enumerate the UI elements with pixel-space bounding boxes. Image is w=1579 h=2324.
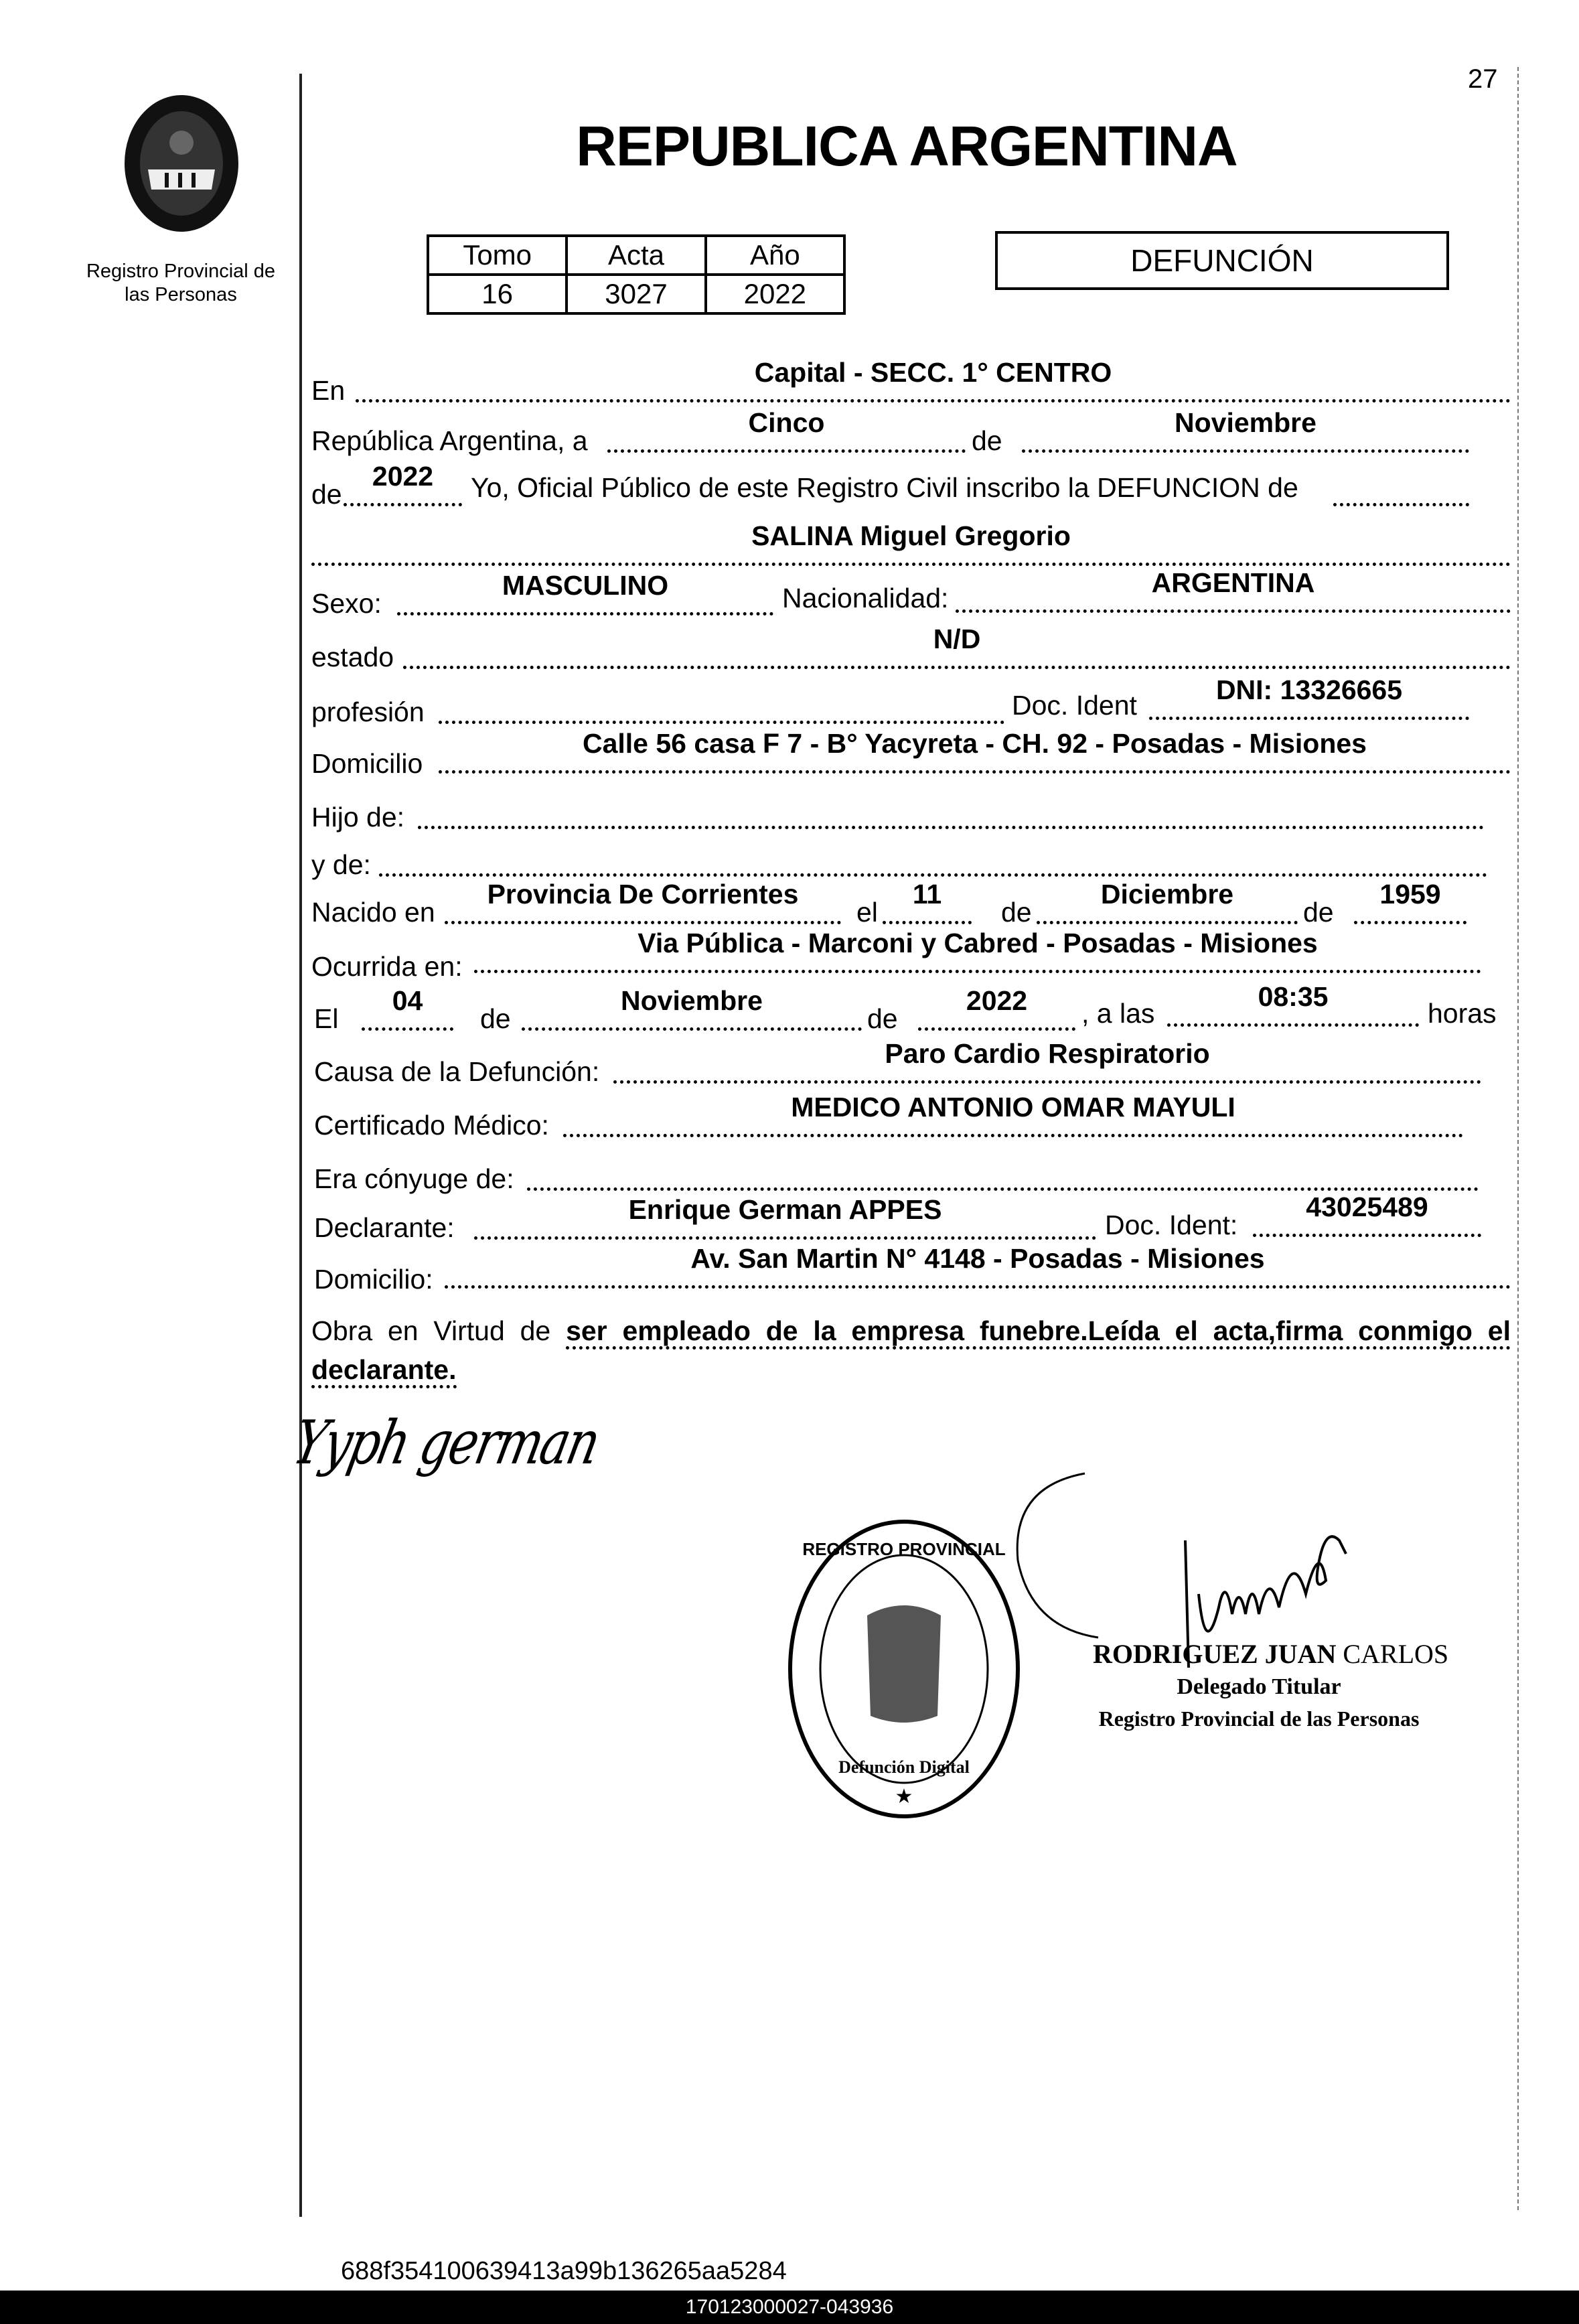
footer-code: 170123000027-043936 — [685, 2296, 894, 2318]
registry-caption-line: Registro Provincial de — [86, 261, 276, 282]
muerte-mes-field: Noviembre — [522, 986, 862, 1031]
footer-bar — [0, 2291, 1579, 2324]
left-margin-line — [299, 74, 302, 2217]
inscribo-text: Yo, Oficial Público de este Registro Civil inscribo la DEFUNCION de — [471, 472, 1298, 503]
decl-doc-label: Doc. Ident: — [1105, 1210, 1238, 1240]
deceased-name-field: SALINA Miguel Gregorio — [311, 521, 1511, 566]
record-table — [427, 234, 846, 315]
y-de-label: y de: — [311, 849, 371, 880]
profesion-field — [439, 679, 1004, 724]
registry-caption — [74, 260, 288, 307]
record-value-row — [428, 275, 844, 313]
causa-field: Paro Cardio Respiratorio — [613, 1039, 1481, 1084]
official-role: Delegado Titular — [1177, 1674, 1341, 1699]
en-label: En — [311, 375, 346, 406]
causa-label: Causa de la Defunción: — [314, 1056, 600, 1087]
profesion-label: profesión — [311, 697, 425, 727]
muerte-dia-field: 04 — [362, 986, 453, 1031]
y-de-field — [379, 832, 1487, 877]
a-las-label: , a las — [1081, 998, 1155, 1029]
value-tomo: 16 — [428, 275, 567, 313]
domicilio-label: Domicilio — [311, 748, 423, 779]
doc-ident-field: DNI: 13326665 — [1149, 675, 1469, 720]
document-type-box: DEFUNCIÓN — [995, 231, 1449, 290]
ocurrida-field: Via Pública - Marconi y Cabred - Posadas - Misiones — [474, 928, 1481, 973]
muerte-anio-field: 2022 — [918, 986, 1075, 1031]
ocurrida-label: Ocurrida en: — [311, 951, 463, 982]
de-label: de — [480, 1003, 511, 1034]
nacido-dia-field: 11 — [883, 879, 972, 924]
hijo-field — [418, 784, 1484, 829]
conyuge-field — [527, 1146, 1479, 1191]
record-header-row — [428, 236, 844, 275]
de-label: de — [1001, 897, 1032, 928]
official-stamp — [783, 1515, 1025, 1823]
page-number: 27 — [1468, 64, 1498, 94]
muerte-hora-field: 08:35 — [1167, 982, 1419, 1027]
certificado-label: Certificado Médico: — [314, 1110, 549, 1141]
document-hash: 688f354100639413a99b136265aa5284 — [341, 2257, 787, 2285]
nacido-anio-field: 1959 — [1354, 879, 1467, 924]
nacionalidad-field: ARGENTINA — [956, 568, 1511, 613]
obra-label: Obra en Virtud de — [311, 1315, 551, 1346]
en-field: Capital - SECC. 1° CENTRO — [356, 358, 1511, 403]
registry-caption-line: las Personas — [125, 284, 237, 305]
el-label: el — [856, 897, 878, 928]
sexo-field: MASCULINO — [397, 571, 773, 615]
nacido-label: Nacido en — [311, 897, 435, 928]
decl-domicilio-label: Domicilio: — [314, 1264, 433, 1295]
month-field: Noviembre — [1022, 408, 1469, 453]
de-label: de — [1303, 897, 1334, 928]
de-label: de — [867, 1003, 898, 1034]
svg-text:★: ★ — [895, 1786, 913, 1808]
certificado-field: MEDICO ANTONIO OMAR MAYULI — [563, 1092, 1463, 1137]
declarante-field: Enrique German APPES — [474, 1195, 1096, 1240]
year-field: 2022 — [344, 461, 462, 506]
svg-text:REGISTRO PROVINCIAL: REGISTRO PROVINCIAL — [802, 1539, 1006, 1559]
day-field: Cinco — [607, 408, 966, 453]
nacionalidad-label: Nacionalidad: — [782, 583, 949, 613]
estado-field: N/D — [403, 624, 1511, 669]
domicilio-field: Calle 56 casa F 7 - B° Yacyreta - CH. 92 - Posadas - Misiones — [439, 729, 1511, 774]
svg-text:Defunción Digital: Defunción Digital — [838, 1757, 970, 1777]
conyuge-label: Era cónyuge de: — [314, 1163, 514, 1194]
estado-label: estado — [311, 642, 394, 672]
de-label: de — [311, 479, 342, 510]
official-name — [1093, 1638, 1448, 1670]
obra-en-virtud — [311, 1311, 1511, 1389]
el-label: El — [314, 1003, 339, 1034]
nacido-mes-field: Diciembre — [1037, 879, 1298, 924]
value-acta: 3027 — [567, 275, 705, 313]
obra-field: ser empleado de la empresa funebre.Leída el acta,firma conmigo el declarante. — [311, 1315, 1511, 1388]
nacido-lugar-field: Provincia De Corrientes — [445, 879, 841, 924]
decl-domicilio-field: Av. San Martin N° 4148 - Posadas - Misiones — [445, 1244, 1511, 1289]
header-acta: Acta — [567, 236, 705, 275]
value-anio: 2022 — [706, 275, 844, 313]
doc-ident-label: Doc. Ident — [1012, 690, 1137, 721]
right-margin-line — [1517, 67, 1519, 2210]
official-name-bold: RODRIGUEZ JUAN — [1093, 1639, 1337, 1669]
de-label: de — [972, 425, 1002, 456]
declarante-label: Declarante: — [314, 1212, 455, 1243]
sexo-label: Sexo: — [311, 588, 382, 619]
official-office: Registro Provincial de las Personas — [1098, 1706, 1420, 1731]
header-anio: Año — [706, 236, 844, 275]
republica-label: República Argentina, a — [311, 425, 588, 456]
header-tomo: Tomo — [428, 236, 567, 275]
hijo-label: Hijo de: — [311, 802, 405, 832]
blank-field — [1333, 461, 1469, 506]
page-title: REPUBLICA ARGENTINA — [576, 115, 1237, 177]
horas-label: horas — [1428, 998, 1497, 1029]
decl-doc-field: 43025489 — [1253, 1192, 1481, 1237]
declarant-signature: Yyph german — [287, 1407, 605, 1478]
official-name-rest: CARLOS — [1343, 1639, 1449, 1669]
